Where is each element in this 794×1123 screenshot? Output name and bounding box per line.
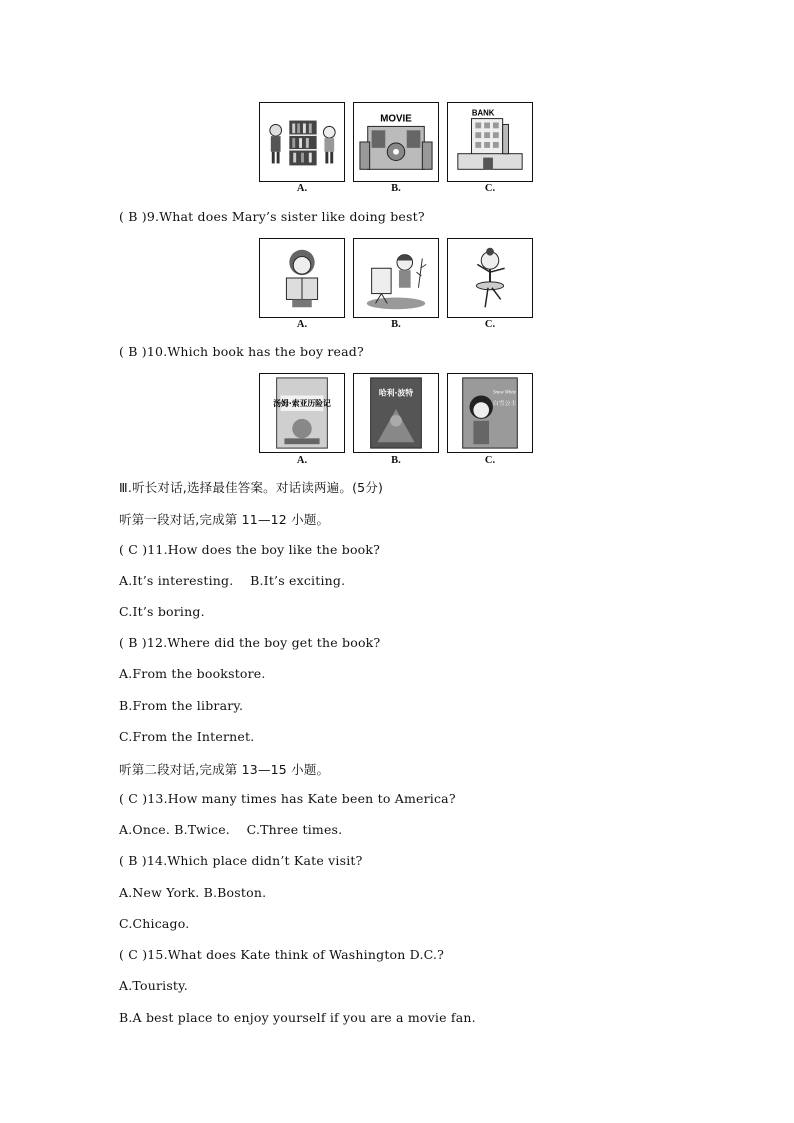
question-12: ( B )12.Where did the boy get the book?	[119, 635, 381, 650]
question-13-options: A.Once. B.Twice. C.Three times.	[119, 822, 343, 837]
option-a-label: A.	[296, 455, 308, 466]
question-14-option-c: C.Chicago.	[119, 916, 190, 931]
question-13: ( C )13.How many times has Kate been to America?	[119, 791, 456, 806]
question-11: ( C )11.How does the boy like the book?	[119, 542, 381, 557]
question-12-option-a: A.From the bookstore.	[119, 666, 266, 681]
question-12-option-b: B.From the library.	[119, 698, 244, 713]
option-c-label: C.	[484, 319, 496, 330]
option-b-cinema-image	[353, 102, 439, 182]
question-15-option-b: B.A best place to enjoy yourself if you are a movie fan.	[119, 1010, 476, 1025]
option-a-label: A.	[296, 319, 308, 330]
option-a-label: A.	[296, 183, 308, 194]
option-c-bank-image	[447, 102, 533, 182]
option-c-book-cover-image	[447, 373, 533, 453]
book-c-english-title: Snow White	[493, 390, 517, 396]
option-b-label: B.	[391, 319, 401, 330]
option-a-library-image	[259, 102, 345, 182]
option-b-label: B.	[391, 183, 401, 194]
option-c-label: C.	[484, 455, 496, 466]
option-b-painting-image	[353, 238, 439, 318]
book-a-title: 汤姆·索亚历险记	[273, 399, 331, 409]
option-a-book-cover-image	[259, 373, 345, 453]
dialog-2-intro: 听第二段对话,完成第 13—15 小题。	[119, 762, 330, 777]
option-a-reading-image	[259, 238, 345, 318]
question-14: ( B )14.Which place didn’t Kate visit?	[119, 853, 363, 868]
question-15-option-a: A.Touristy.	[119, 978, 188, 993]
question-15: ( C )15.What does Kate think of Washington D.C.?	[119, 947, 445, 962]
question-9: ( B )9.What does Mary’s sister like doing best?	[119, 209, 425, 224]
question-11-option-c: C.It’s boring.	[119, 604, 205, 619]
book-c-title: 白雪公主	[492, 401, 517, 408]
option-b-book-cover-image	[353, 373, 439, 453]
option-b-label: B.	[391, 455, 401, 466]
book-b-title: 哈利·波特	[378, 388, 414, 398]
question-10: ( B )10.Which book has the boy read?	[119, 344, 364, 359]
option-c-ballet-image	[447, 238, 533, 318]
cinema-sign-text: MOVIE	[380, 113, 412, 125]
question-12-option-c: C.From the Internet.	[119, 729, 255, 744]
section-3-title: Ⅲ.听长对话,选择最佳答案。对话读两遍。(5分)	[119, 480, 384, 495]
dialog-1-intro: 听第一段对话,完成第 11—12 小题。	[119, 512, 330, 527]
bank-sign-text: BANK	[471, 108, 495, 118]
question-11-options-ab: A.It’s interesting. B.It’s exciting.	[119, 573, 346, 588]
question-14-options-ab: A.New York. B.Boston.	[119, 885, 267, 900]
option-c-label: C.	[484, 183, 496, 194]
